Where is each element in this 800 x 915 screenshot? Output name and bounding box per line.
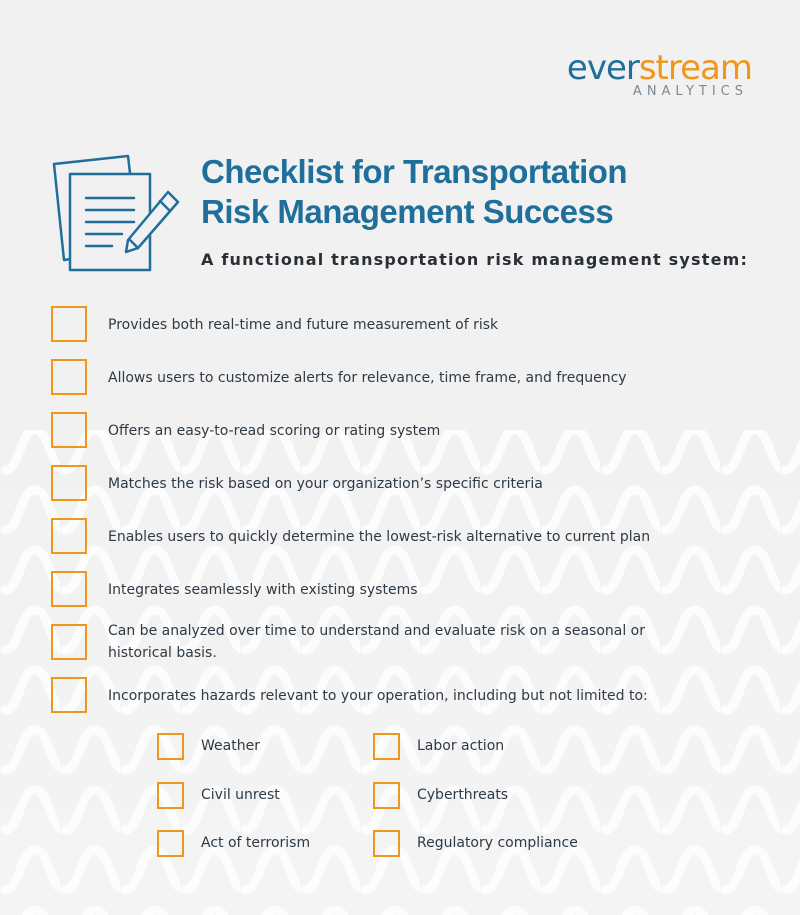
document-pencil-icon — [50, 152, 185, 277]
checkbox-icon[interactable] — [51, 677, 87, 713]
checklist-item-text: Offers an easy-to-read scoring or rating system — [108, 423, 441, 439]
logo-word-ever: ever — [566, 48, 639, 88]
checkbox-icon[interactable] — [51, 412, 87, 448]
hazard-item-text: Labor action — [417, 738, 505, 754]
logo-word-stream: stream — [638, 48, 752, 88]
page-subtitle: A functional transportation risk management system: — [201, 250, 749, 269]
checkbox-icon[interactable] — [157, 782, 184, 809]
checklist-item-text: Incorporates hazards relevant to your operation, including but not limited to: — [108, 688, 648, 704]
checklist-item-text: Enables users to quickly determine the lowest-risk alternative to current plan — [108, 529, 651, 545]
checkbox-icon[interactable] — [373, 733, 400, 760]
checkbox-icon[interactable] — [51, 465, 87, 501]
checklist-item-text: Matches the risk based on your organization’s specific criteria — [108, 476, 543, 492]
checklist-item-text: Integrates seamlessly with existing systems — [108, 582, 418, 598]
checkbox-icon[interactable] — [157, 830, 184, 857]
checkbox-icon[interactable] — [373, 782, 400, 809]
checkbox-icon[interactable] — [51, 624, 87, 660]
logo-subtext: ANALYTICS — [632, 84, 748, 99]
checkbox-icon[interactable] — [373, 830, 400, 857]
checkbox-icon[interactable] — [157, 733, 184, 760]
checkbox-icon[interactable] — [51, 359, 87, 395]
checkbox-icon[interactable] — [51, 518, 87, 554]
page-title — [201, 152, 627, 232]
title-line-1: Checklist for Transportation — [201, 153, 628, 190]
hazard-item-text: Weather — [201, 738, 260, 754]
checklist-item-text-line-1: Can be analyzed over time to understand and evaluate risk on a seasonal or — [108, 623, 645, 639]
checklist-item-text: Provides both real-time and future measurement of risk — [108, 317, 499, 333]
checklist-item-text-line-2: historical basis. — [108, 645, 217, 661]
everstream-logo — [567, 50, 752, 99]
checkbox-icon[interactable] — [51, 306, 87, 342]
checkbox-icon[interactable] — [51, 571, 87, 607]
checklist-item-text: Allows users to customize alerts for relevance, time frame, and frequency — [108, 370, 627, 386]
hazard-item-text: Act of terrorism — [201, 835, 311, 851]
hazard-item-text: Civil unrest — [201, 787, 280, 803]
title-line-2: Risk Management Success — [201, 193, 614, 230]
hazard-item-text: Regulatory compliance — [417, 835, 578, 851]
hazard-item-text: Cyberthreats — [417, 787, 509, 803]
